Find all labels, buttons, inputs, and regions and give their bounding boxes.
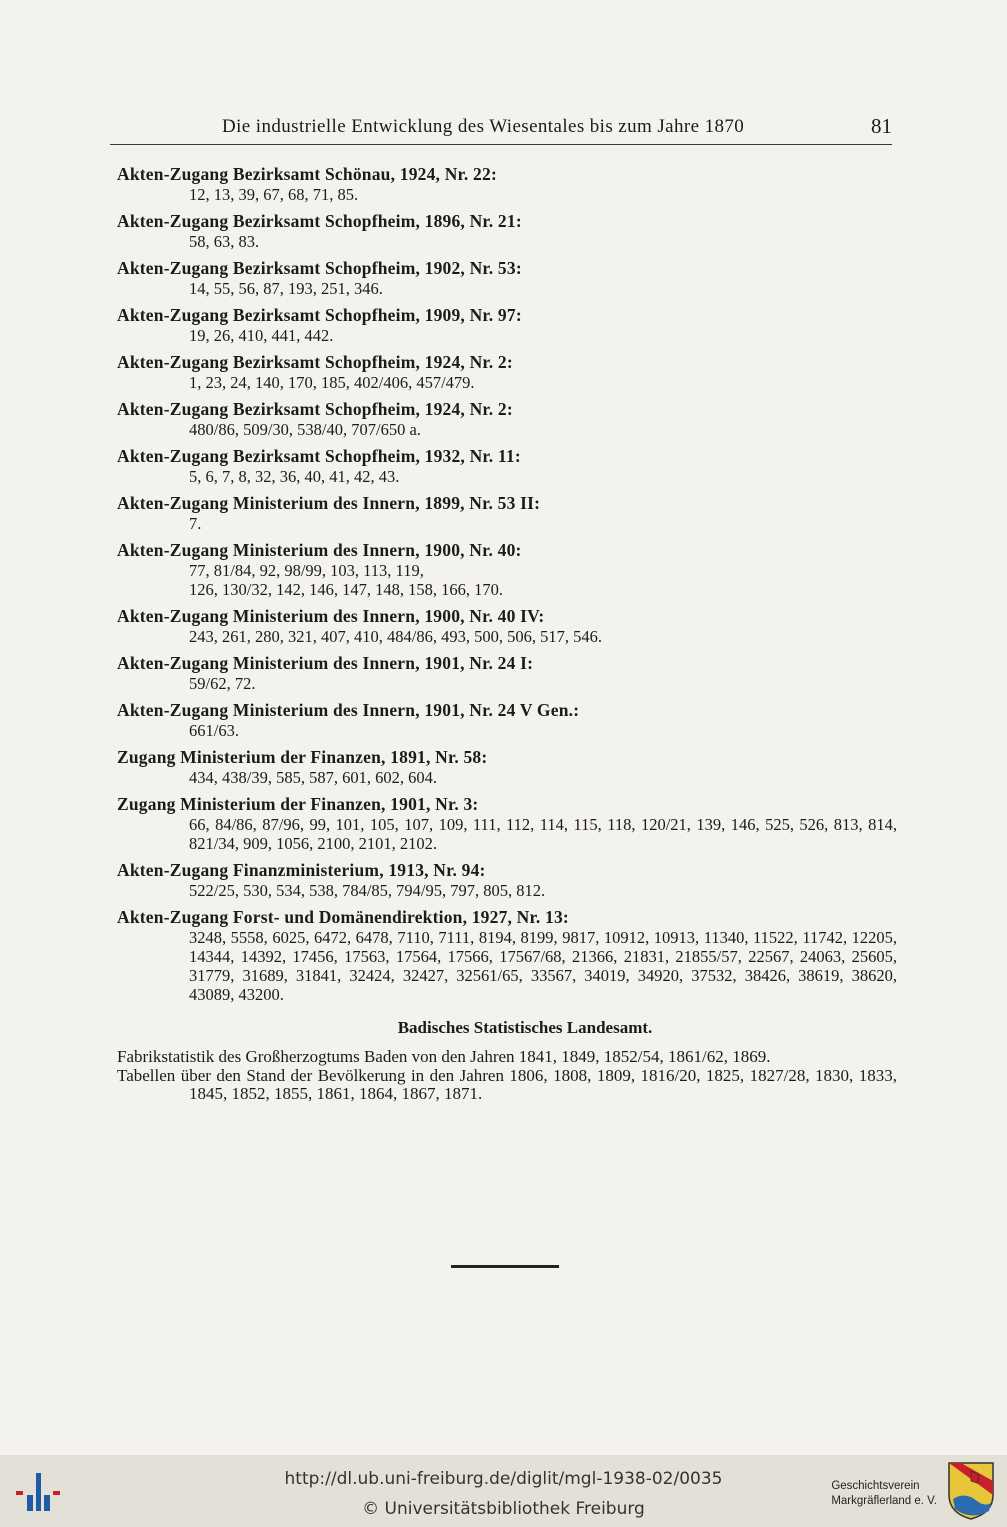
archive-entry [117, 652, 897, 693]
archive-entry [117, 605, 897, 646]
entry-title: Akten-Zugang Bezirksamt Schopfheim, 1924, Nr. 2: [117, 352, 513, 372]
entry-values: 77, 81/84, 92, 98/99, 103, 113, 119, 126, 130/32, 142, 146, 147, 148, 158, 166, 170. [189, 561, 503, 599]
source-entry: Fabrikstatistik des Großherzogtums Baden von den Jahren 1841, 1849, 1852/54, 1861/62, 1869. [117, 1047, 771, 1066]
entry-title: Akten-Zugang Bezirksamt Schopfheim, 1902, Nr. 53: [117, 258, 522, 278]
entry-title: Akten-Zugang Bezirksamt Schönau, 1924, Nr. 22: [117, 164, 497, 184]
footer-copyright: © Universitätsbibliothek Freiburg [362, 1499, 645, 1519]
archive-entry [117, 163, 897, 204]
entry-values: 14, 55, 56, 87, 193, 251, 346. [189, 279, 383, 298]
entry-values: 480/86, 509/30, 538/40, 707/650 a. [189, 420, 421, 439]
archive-entry [117, 398, 897, 439]
entry-values: 434, 438/39, 585, 587, 601, 602, 604. [189, 768, 437, 787]
entry-title: Akten-Zugang Bezirksamt Schopfheim, 1909, Nr. 97: [117, 305, 522, 325]
page-number: 81 [871, 114, 892, 138]
entry-values: 19, 26, 410, 441, 442. [189, 326, 334, 345]
section-heading: Badisches Statistisches Landesamt. [397, 1018, 653, 1037]
entry-title: Zugang Ministerium der Finanzen, 1901, Nr. 3: [117, 794, 479, 814]
archive-entry [117, 793, 897, 853]
archive-entry [117, 445, 897, 486]
archive-entry [117, 699, 897, 740]
viewer-footer [0, 1455, 1007, 1527]
entry-title: Zugang Ministerium der Finanzen, 1891, Nr. 58: [117, 747, 488, 767]
entry-values: 661/63. [189, 721, 239, 740]
end-rule [451, 1265, 559, 1268]
entry-title: Akten-Zugang Forst- und Domänendirektion, 1927, Nr. 13: [117, 907, 569, 927]
source-entry: Tabellen über den Stand der Bevölkerung in den Jahren 1806, 1808, 1809, 1816/20, 1825, 1827/28, 1830, 1833, 1845, 1852, 1855, 1861, 1864, 1867, 1871. [117, 1065, 897, 1103]
entry-values: 7. [189, 514, 202, 533]
org-name-line1: Geschichtsverein [831, 1480, 920, 1492]
entry-values: 522/25, 530, 534, 538, 784/85, 794/95, 797, 805, 812. [189, 881, 546, 900]
coat-of-arms-icon[interactable] [947, 1461, 995, 1521]
entry-title: Akten-Zugang Ministerium des Innern, 1901, Nr. 24 I: [117, 653, 534, 673]
archive-entry [117, 351, 897, 392]
entry-title: Akten-Zugang Bezirksamt Schopfheim, 1924, Nr. 2: [117, 399, 513, 419]
entry-values: 243, 261, 280, 321, 407, 410, 484/86, 493, 500, 506, 517, 546. [189, 627, 602, 646]
org-name-line2: Markgräflerland e. V. [831, 1495, 937, 1507]
archive-entry [117, 859, 897, 900]
archive-entry-list [117, 163, 897, 1104]
entry-title: Akten-Zugang Ministerium des Innern, 1900, Nr. 40 IV: [117, 606, 545, 626]
entry-title: Akten-Zugang Finanzministerium, 1913, Nr. 94: [117, 860, 486, 880]
archive-entry [117, 257, 897, 298]
entry-title: Akten-Zugang Ministerium des Innern, 1899, Nr. 53 II: [117, 493, 541, 513]
entry-values: 59/62, 72. [189, 674, 256, 693]
entry-values: 5, 6, 7, 8, 32, 36, 40, 41, 42, 43. [189, 467, 400, 486]
entry-title: Akten-Zugang Bezirksamt Schopfheim, 1896, Nr. 21: [117, 211, 522, 231]
archive-entry [117, 492, 897, 533]
entry-values: 58, 63, 83. [189, 232, 260, 251]
entry-values: 1, 23, 24, 140, 170, 185, 402/406, 457/479. [189, 373, 475, 392]
entry-values: 3248, 5558, 6025, 6472, 6478, 7110, 7111, 8194, 8199, 9817, 10912, 10913, 11340, 11522, 11742, 12205, 14344, 14392, 17456, 17563, 17564, 17566, 17567/68, 21366, 21831, 21855/57, 22567, 24063, 25605, 31779, 31689, 31841, 32424, 32427, 32561/65, 33567, 34019, 34920, 37532, 38426, 38619, 38620, 43089, 43200. [189, 928, 897, 1004]
entry-title: Akten-Zugang Ministerium des Innern, 1901, Nr. 24 V Gen.: [117, 700, 580, 720]
archive-entry [117, 210, 897, 251]
entry-title: Akten-Zugang Bezirksamt Schopfheim, 1932, Nr. 11: [117, 446, 521, 466]
running-head [110, 114, 892, 145]
entry-values: 12, 13, 39, 67, 68, 71, 85. [189, 185, 359, 204]
archive-entry [117, 906, 897, 1004]
running-title: Die industrielle Entwicklung des Wiesentales bis zum Jahre 1870 [222, 116, 745, 137]
archive-entry [117, 304, 897, 345]
entry-title: Akten-Zugang Ministerium des Innern, 1900, Nr. 40: [117, 540, 522, 560]
archive-entry [117, 746, 897, 787]
entry-values: 66, 84/86, 87/96, 99, 101, 105, 107, 109, 111, 112, 114, 115, 118, 120/21, 139, 146, 525, 526, 813, 814, 821/34, 909, 1056, 2100, 2101, 2102. [189, 815, 897, 853]
footer-organization [831, 1479, 937, 1509]
permalink[interactable]: http://dl.ub.uni-freiburg.de/diglit/mgl-1938-02/0035 [284, 1469, 723, 1489]
archive-entry [117, 539, 897, 599]
